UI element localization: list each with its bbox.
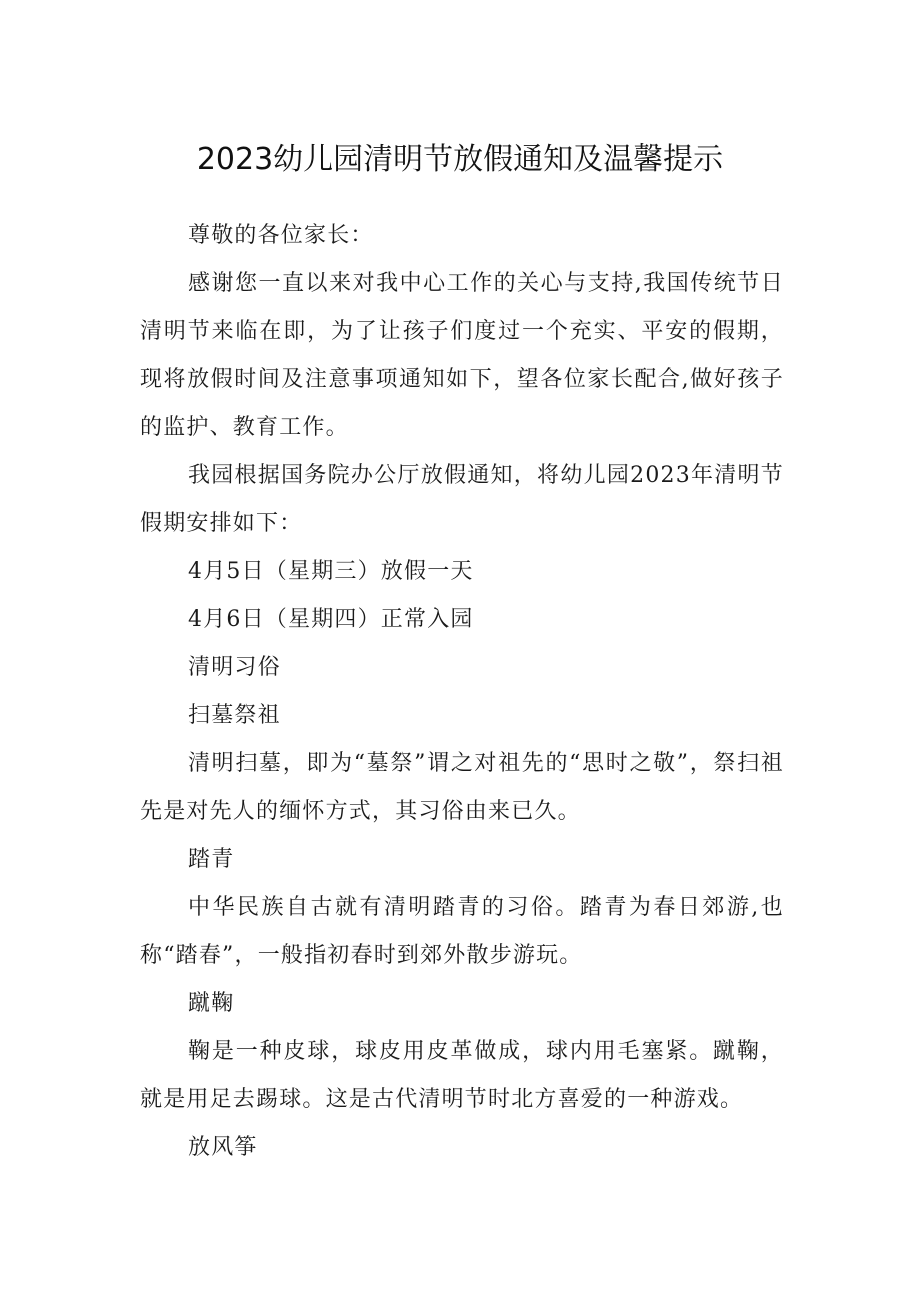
- document-title: 2023幼儿园清明节放假通知及温馨提示: [196, 142, 724, 177]
- paragraph-intro: 感谢您一直以来对我中心工作的关心与支持,我国传统节日清明节来临在即，为了让孩子们度过一个充实、平安的假期，现将放假时间及注意事项通知如下，望各位家长配合,做好孩子的监护、教育工作。: [140, 271, 784, 440]
- subheading-kite-flying: 放风筝: [188, 1135, 258, 1160]
- subheading-spring-outing: 踏青: [188, 847, 235, 872]
- section-heading-customs: 清明习俗: [188, 655, 281, 680]
- schedule-item-return: 4月6日（星期四）正常入园: [188, 607, 474, 632]
- paragraph-tomb-sweeping: 清明扫墓，即为“墓祭”谓之对祖先的“思时之敬”，祭扫祖先是对先人的缅怀方式，其习俗由来已久。: [140, 751, 784, 824]
- subheading-cuju: 蹴鞠: [188, 991, 235, 1016]
- subheading-tomb-sweeping: 扫墓祭祖: [188, 703, 281, 728]
- schedule-item-holiday: 4月5日（星期三）放假一天: [188, 559, 474, 584]
- paragraph-cuju: 鞠是一种皮球，球皮用皮革做成，球内用毛塞紧。蹴鞠，就是用足去踢球。这是古代清明节时北方喜爱的一种游戏。: [140, 1039, 784, 1112]
- document-body: [140, 212, 784, 1172]
- paragraph-spring-outing: 中华民族自古就有清明踏青的习俗。踏青为春日郊游,也称“踏春”，一般指初春时到郊外散步游玩。: [140, 895, 784, 968]
- salutation: 尊敬的各位家长：: [188, 223, 374, 248]
- paragraph-schedule-intro: 我园根据国务院办公厅放假通知，将幼儿园2023年清明节假期安排如下：: [140, 463, 784, 536]
